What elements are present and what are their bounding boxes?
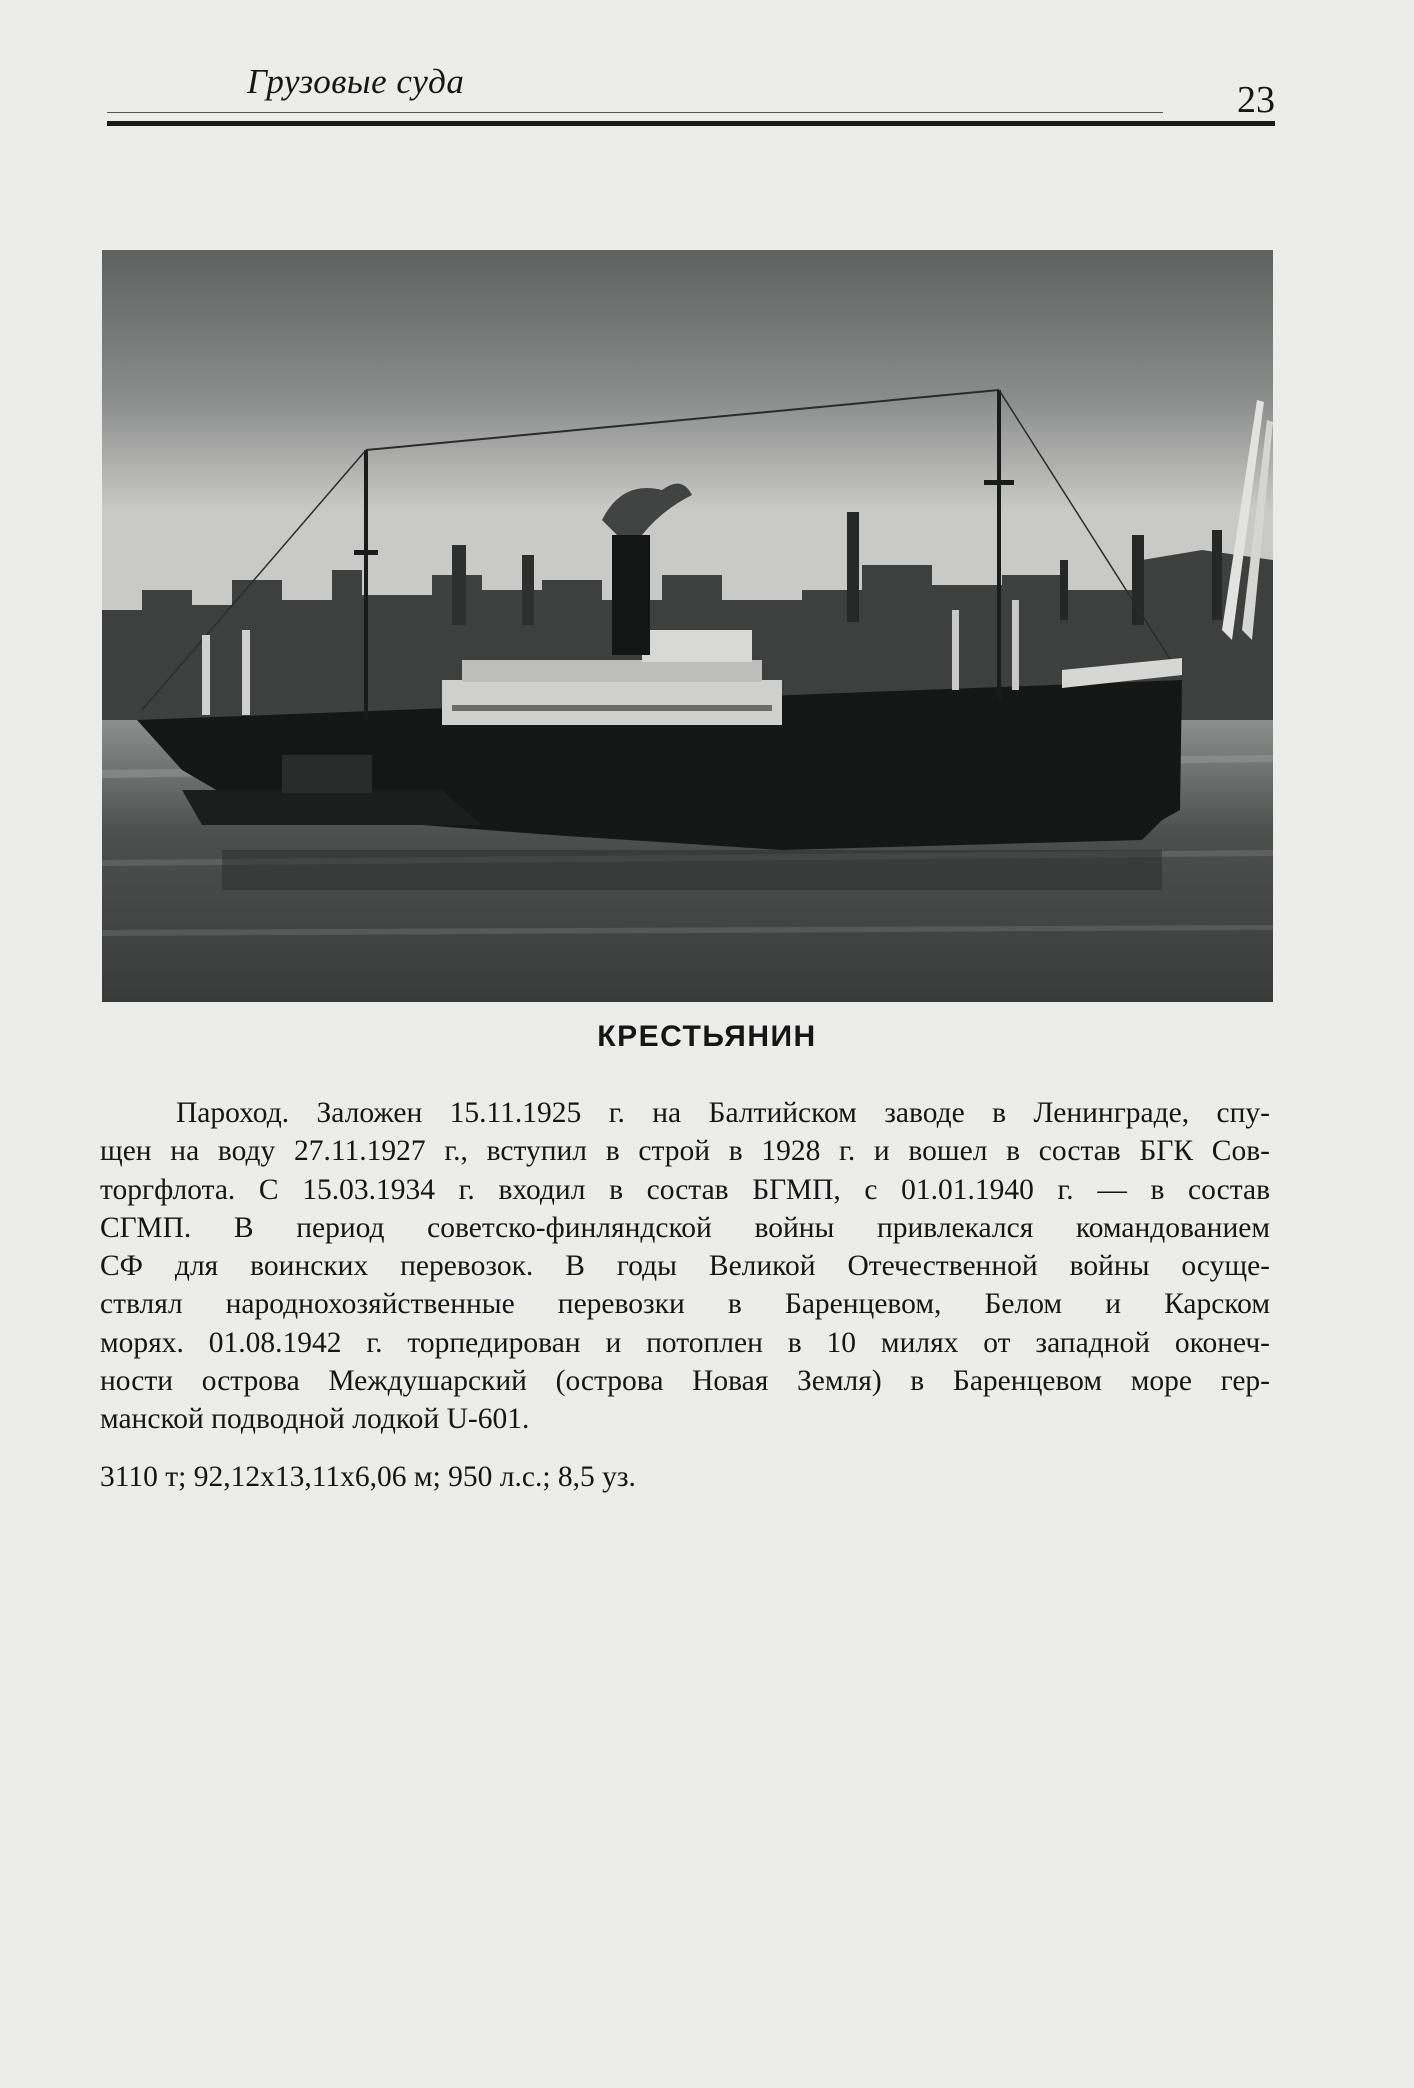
text-line: Пароход. Заложен 15.11.1925 г. на Балтийском заводе в Ленинграде, спу- — [176, 1097, 1270, 1129]
header-thick-rule — [107, 121, 1275, 126]
text-line: ствлял народнохозяйственные перевозки в Баренцевом, Белом и Карском — [100, 1288, 1270, 1321]
ship-photograph — [102, 250, 1273, 1002]
steamship-photo-illustration — [102, 250, 1273, 1002]
article-body — [100, 1094, 1270, 1439]
text-line: СГМП. В период советско-финляндской войны привлекался командованием — [100, 1211, 1270, 1244]
ship-name-heading: КРЕСТЬЯНИН — [597, 1020, 817, 1053]
page-number: 23 — [1237, 79, 1275, 121]
running-header — [107, 58, 1275, 130]
text-line: ности острова Междушарский (острова Новая Земля) в Баренцевом море гер- — [100, 1365, 1270, 1398]
text-line: торгфлота. С 15.03.1934 г. входил в состав БГМП, с 01.01.1940 г. — в состав — [100, 1173, 1270, 1206]
section-title: Грузовые суда — [247, 62, 465, 101]
text-line: морях. 01.08.1942 г. торпедирован и потоплен в 10 милях от западной оконеч- — [100, 1326, 1270, 1359]
text-line: СФ для воинских перевозок. В годы Великой Отечественной войны осуще- — [100, 1250, 1270, 1283]
ship-specifications: 3110 т; 92,12х13,11х6,06 м; 950 л.с.; 8,5 уз. — [100, 1461, 636, 1493]
text-line: манской подводной лодкой U-601. — [100, 1403, 530, 1436]
text-line: щен на воду 27.11.1927 г., вступил в строй в 1928 г. и вошел в состав БГК Сов- — [100, 1135, 1270, 1168]
header-thin-rule — [107, 112, 1163, 113]
